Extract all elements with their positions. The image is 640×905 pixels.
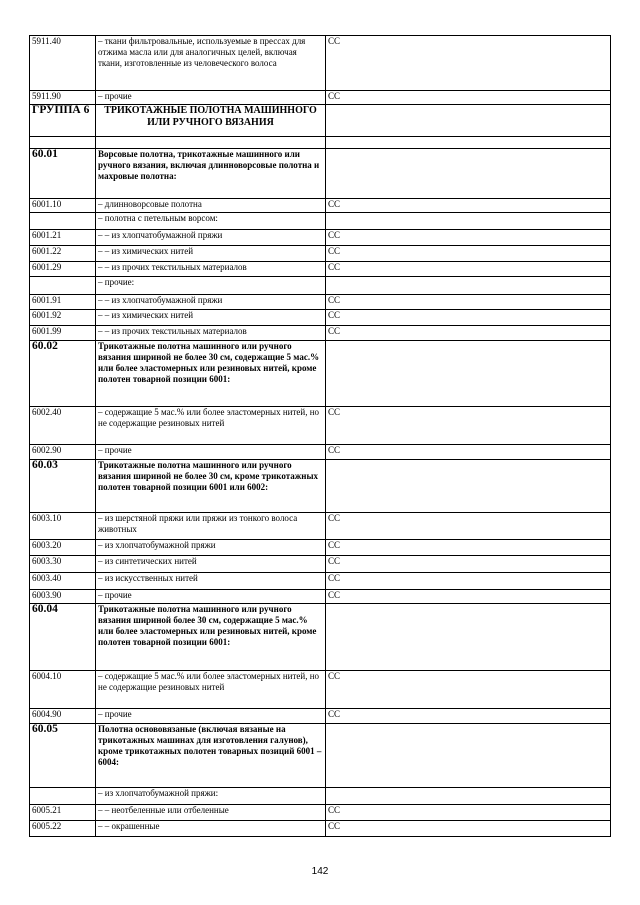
document-type-cell: СС bbox=[326, 407, 611, 445]
table-row bbox=[30, 556, 611, 573]
code-cell: 6001.91 bbox=[30, 295, 96, 310]
description-cell: Трикотажные полотна машинного или ручного вязания шириной более 30 см, содержащие 5 мас.% или более эластомерных или резиновых нитей, кроме полотен товарной позиции 6001: bbox=[96, 604, 326, 671]
document-type-cell: СС bbox=[326, 540, 611, 556]
description-cell: – содержащие 5 мас.% или более эластомерных нитей, но не содержащие резиновых нитей bbox=[96, 671, 326, 709]
description-cell: – прочие: bbox=[96, 277, 326, 295]
table-row bbox=[30, 445, 611, 460]
document-type-cell: СС bbox=[326, 556, 611, 573]
heading-row bbox=[30, 149, 611, 199]
description-cell: – – из химических нитей bbox=[96, 310, 326, 326]
code-cell: 6001.99 bbox=[30, 326, 96, 341]
group-row bbox=[30, 105, 611, 137]
document-type-cell: СС bbox=[326, 36, 611, 91]
document-type-cell bbox=[326, 724, 611, 788]
code-cell: 5911.90 bbox=[30, 91, 96, 105]
document-type-cell: СС bbox=[326, 326, 611, 341]
description-cell: Трикотажные полотна машинного или ручного вязания шириной не более 30 см, кроме трикотажных полотен товарной позиции 6001 или 6002: bbox=[96, 460, 326, 513]
table-row bbox=[30, 199, 611, 213]
description-cell: – из хлопчатобумажной пряжи bbox=[96, 540, 326, 556]
document-type-cell bbox=[326, 788, 611, 805]
document-type-cell: СС bbox=[326, 805, 611, 821]
heading-row bbox=[30, 460, 611, 513]
code-cell: 6005.22 bbox=[30, 821, 96, 837]
table-row bbox=[30, 671, 611, 709]
code-cell: 60.02 bbox=[30, 341, 96, 407]
code-cell: ГРУППА 6 bbox=[30, 105, 96, 137]
document-type-cell: СС bbox=[326, 709, 611, 724]
code-cell bbox=[30, 213, 96, 230]
table-row bbox=[30, 326, 611, 341]
document-type-cell bbox=[326, 341, 611, 407]
tariff-table-body bbox=[30, 36, 611, 837]
description-cell: – из хлопчатобумажной пряжи: bbox=[96, 788, 326, 805]
code-cell: 6002.40 bbox=[30, 407, 96, 445]
document-type-cell: СС bbox=[326, 590, 611, 604]
document-type-cell: СС bbox=[326, 671, 611, 709]
description-cell bbox=[96, 137, 326, 149]
description-cell: – – из химических нитей bbox=[96, 246, 326, 262]
code-cell bbox=[30, 788, 96, 805]
code-cell: 6001.21 bbox=[30, 230, 96, 246]
tariff-table bbox=[29, 35, 611, 837]
description-cell: – прочие bbox=[96, 709, 326, 724]
page-number: 142 bbox=[311, 866, 329, 877]
document-type-cell: СС bbox=[326, 573, 611, 590]
code-cell: 6004.10 bbox=[30, 671, 96, 709]
document-type-cell: СС bbox=[326, 246, 611, 262]
document-type-cell: СС bbox=[326, 310, 611, 326]
code-cell: 6002.90 bbox=[30, 445, 96, 460]
code-cell bbox=[30, 137, 96, 149]
table-row bbox=[30, 407, 611, 445]
document-type-cell bbox=[326, 213, 611, 230]
document-type-cell bbox=[326, 604, 611, 671]
description-cell: – содержащие 5 мас.% или более эластомерных нитей, но не содержащие резиновых нитей bbox=[96, 407, 326, 445]
table-row bbox=[30, 513, 611, 540]
code-cell: 6004.90 bbox=[30, 709, 96, 724]
code-cell: 6001.10 bbox=[30, 199, 96, 213]
description-cell: – – из хлопчатобумажной пряжи bbox=[96, 230, 326, 246]
document-type-cell: СС bbox=[326, 199, 611, 213]
table-row bbox=[30, 821, 611, 837]
table-row bbox=[30, 262, 611, 277]
description-cell: – – окрашенные bbox=[96, 821, 326, 837]
document-type-cell bbox=[326, 149, 611, 199]
heading-row bbox=[30, 604, 611, 671]
table-row bbox=[30, 540, 611, 556]
table-row bbox=[30, 246, 611, 262]
code-cell: 6003.20 bbox=[30, 540, 96, 556]
table-row bbox=[30, 805, 611, 821]
heading-row bbox=[30, 724, 611, 788]
description-cell: Полотна основовязаные (включая вязаные на трикотажных машинах для изготовления галунов), кроме трикотажных полотен товарных позиций 6001 – 6004: bbox=[96, 724, 326, 788]
code-cell bbox=[30, 277, 96, 295]
code-cell: 6003.30 bbox=[30, 556, 96, 573]
document-type-cell bbox=[326, 105, 611, 137]
code-cell: 60.04 bbox=[30, 604, 96, 671]
document-type-cell bbox=[326, 137, 611, 149]
table-row bbox=[30, 590, 611, 604]
code-cell: 6001.22 bbox=[30, 246, 96, 262]
description-cell: – полотна с петельным ворсом: bbox=[96, 213, 326, 230]
table-row bbox=[30, 709, 611, 724]
code-cell: 6001.29 bbox=[30, 262, 96, 277]
code-cell: 6003.40 bbox=[30, 573, 96, 590]
table-row bbox=[30, 230, 611, 246]
document-type-cell bbox=[326, 277, 611, 295]
code-cell: 6001.92 bbox=[30, 310, 96, 326]
table-row bbox=[30, 788, 611, 805]
description-cell: – длинноворсовые полотна bbox=[96, 199, 326, 213]
code-cell: 6003.10 bbox=[30, 513, 96, 540]
document-type-cell: СС bbox=[326, 262, 611, 277]
table-row bbox=[30, 36, 611, 91]
description-cell: – прочие bbox=[96, 91, 326, 105]
code-cell: 60.01 bbox=[30, 149, 96, 199]
document-type-cell bbox=[326, 460, 611, 513]
table-row bbox=[30, 213, 611, 230]
table-row bbox=[30, 137, 611, 149]
table-row bbox=[30, 573, 611, 590]
description-cell: – – из прочих текстильных материалов bbox=[96, 262, 326, 277]
document-type-cell: СС bbox=[326, 821, 611, 837]
description-cell: – – неотбеленные или отбеленные bbox=[96, 805, 326, 821]
description-cell: – из искусственных нитей bbox=[96, 573, 326, 590]
table-row bbox=[30, 277, 611, 295]
document-type-cell: СС bbox=[326, 91, 611, 105]
description-cell: – из синтетических нитей bbox=[96, 556, 326, 573]
code-cell: 60.05 bbox=[30, 724, 96, 788]
description-cell: – – из хлопчатобумажной пряжи bbox=[96, 295, 326, 310]
description-cell: – прочие bbox=[96, 590, 326, 604]
description-cell: – ткани фильтровальные, используемые в прессах для отжима масла или для аналогичных целей, включая ткани, изготовленные из человеческого волоса bbox=[96, 36, 326, 91]
table-row bbox=[30, 295, 611, 310]
description-cell: – – из прочих текстильных материалов bbox=[96, 326, 326, 341]
code-cell: 5911.40 bbox=[30, 36, 96, 91]
description-cell: – прочие bbox=[96, 445, 326, 460]
table-row bbox=[30, 310, 611, 326]
document-type-cell: СС bbox=[326, 445, 611, 460]
code-cell: 6003.90 bbox=[30, 590, 96, 604]
code-cell: 60.03 bbox=[30, 460, 96, 513]
heading-row bbox=[30, 341, 611, 407]
document-type-cell: СС bbox=[326, 230, 611, 246]
code-cell: 6005.21 bbox=[30, 805, 96, 821]
description-cell: ТРИКОТАЖНЫЕ ПОЛОТНА МАШИННОГО ИЛИ РУЧНОГО ВЯЗАНИЯ bbox=[96, 105, 326, 137]
description-cell: Трикотажные полотна машинного или ручного вязания шириной не более 30 см, содержащие 5 мас.% или более эластомерных или резиновых нитей, кроме полотен товарной позиции 6001: bbox=[96, 341, 326, 407]
document-type-cell: СС bbox=[326, 295, 611, 310]
description-cell: – из шерстяной пряжи или пряжи из тонкого волоса животных bbox=[96, 513, 326, 540]
table-row bbox=[30, 91, 611, 105]
document-type-cell: СС bbox=[326, 513, 611, 540]
description-cell: Ворсовые полотна, трикотажные машинного или ручного вязания, включая длинноворсовые полотна и махровые полотна: bbox=[96, 149, 326, 199]
